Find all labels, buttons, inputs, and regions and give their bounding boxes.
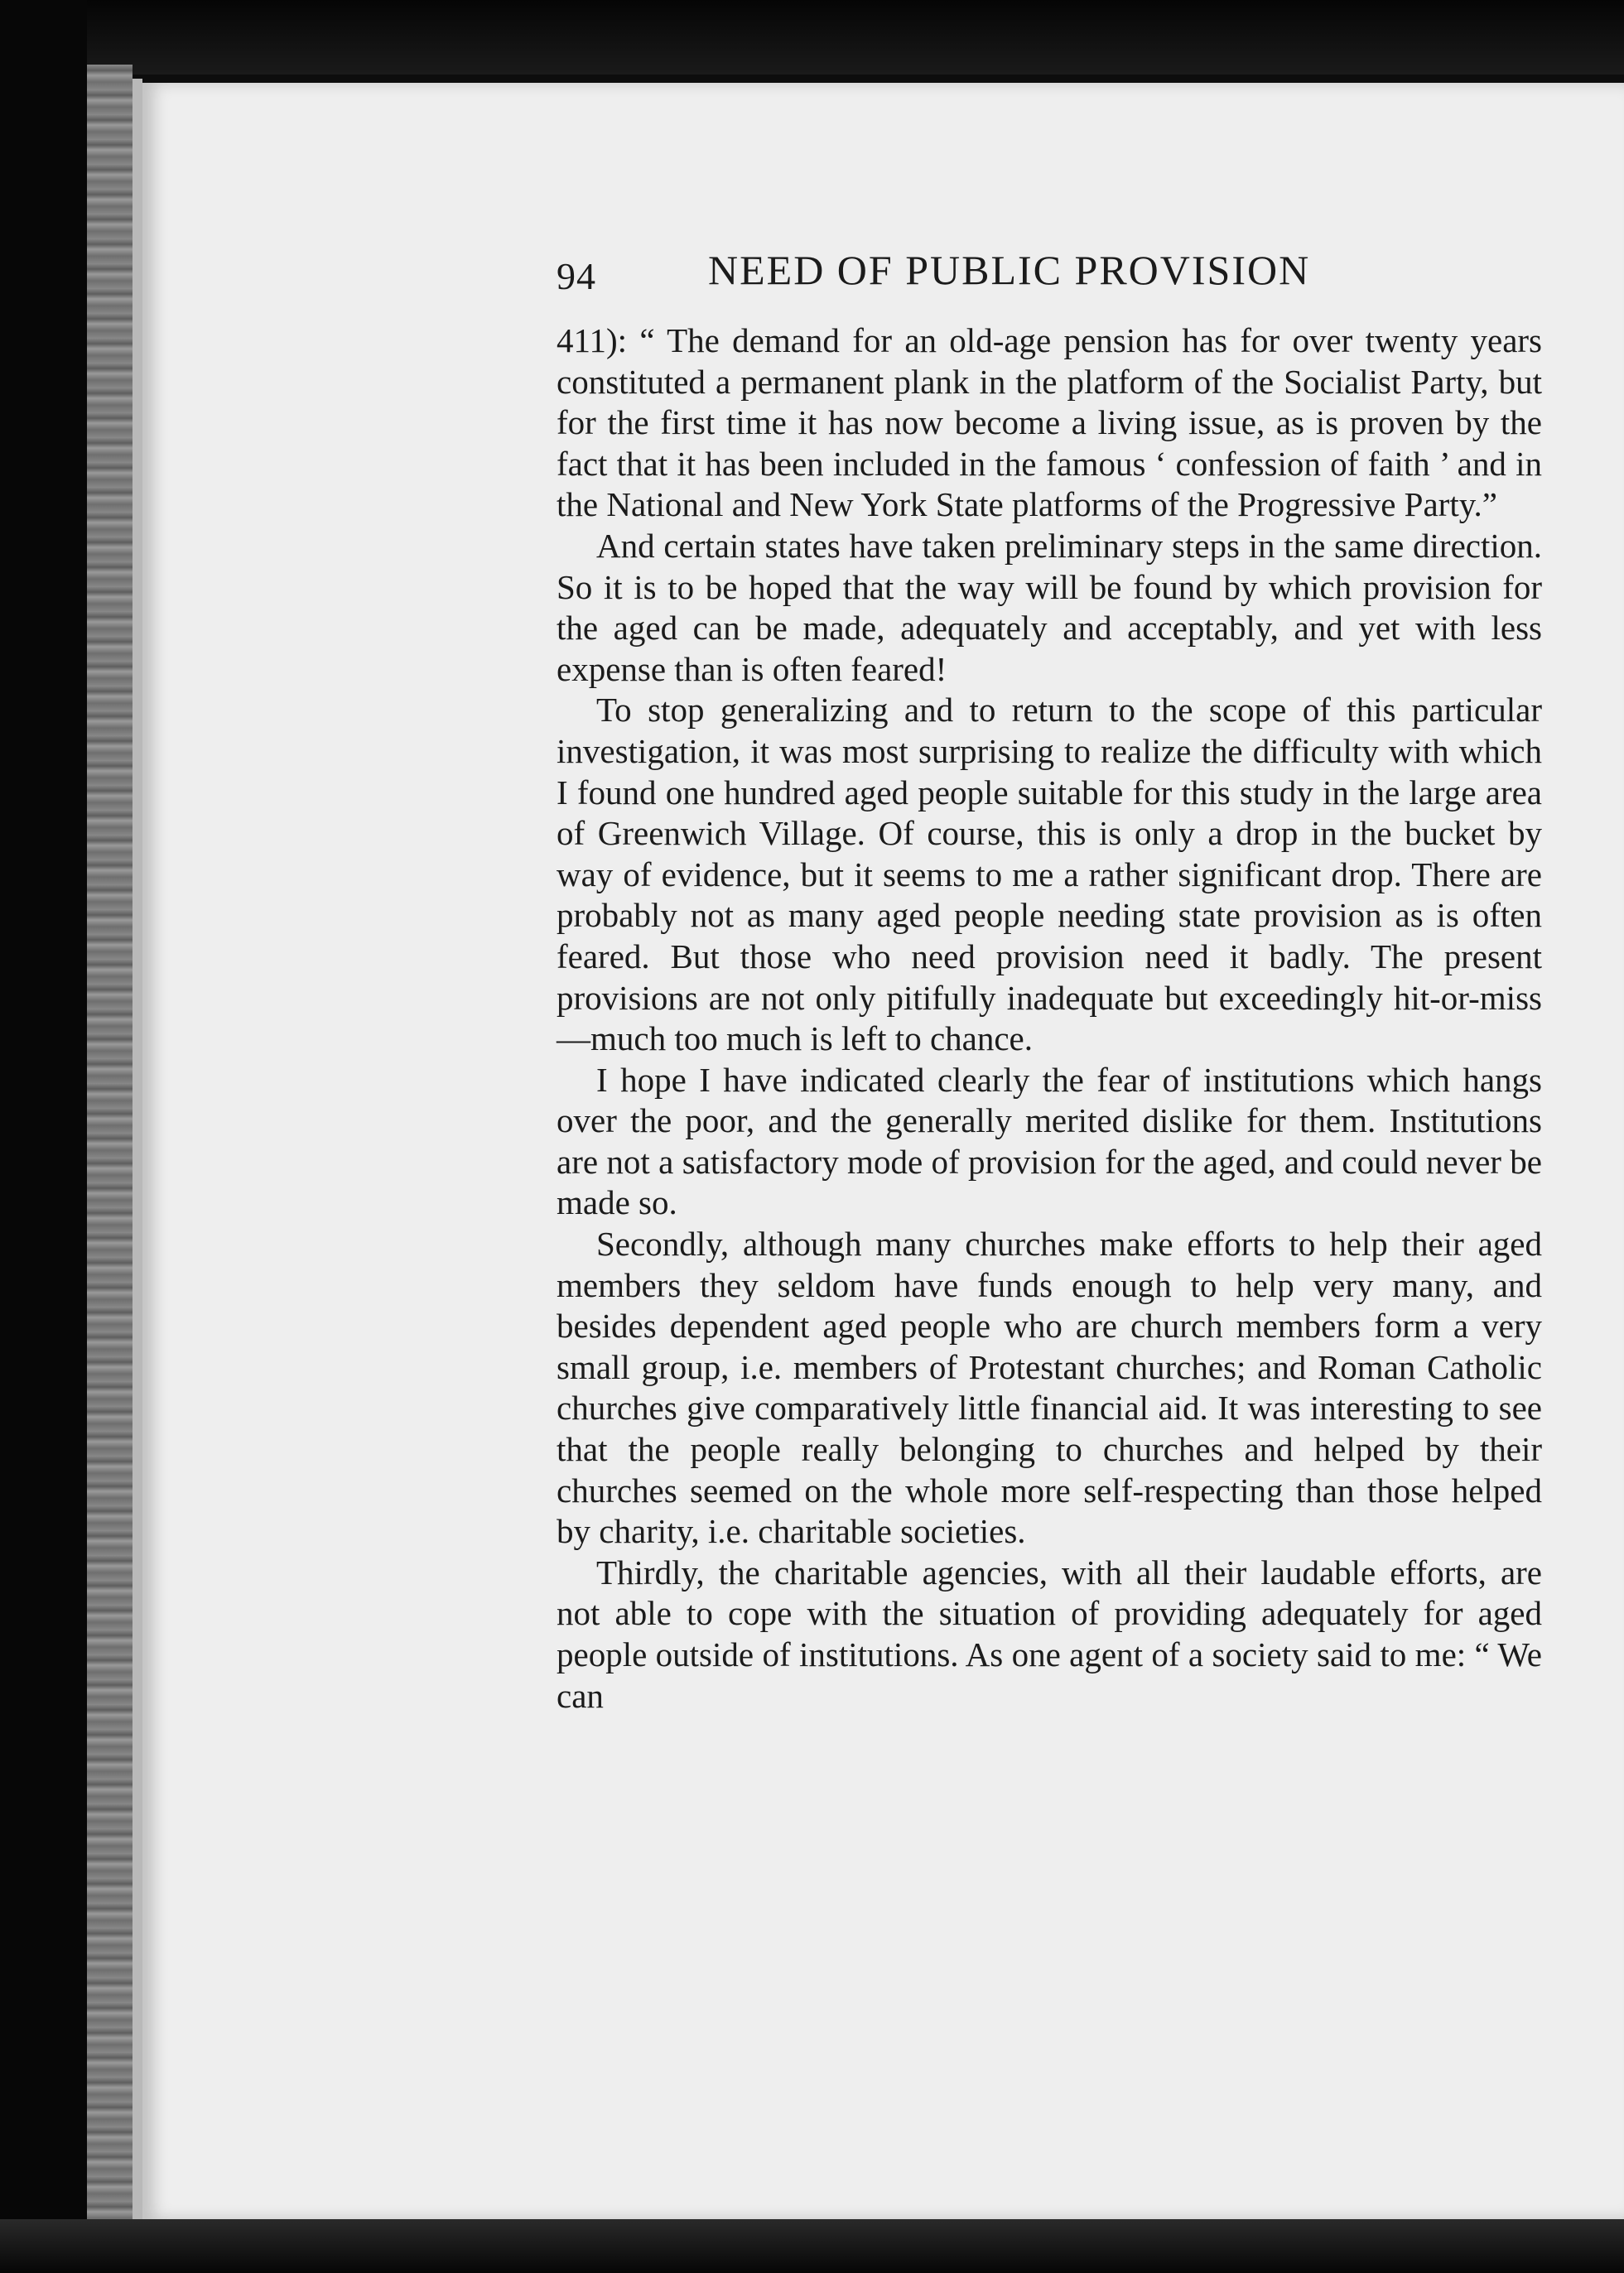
paragraph-quote-continuation: 411): “ The demand for an old-age pension has for over twenty years constituted a permanent plank in the platform of the Socialist Party, but for the first time it has now become a living issue, as is proven by the fact that it has been included in the famous ‘ confession of faith ’ and in the National and New York State platforms of the Progressive Party.” — [557, 321, 1542, 524]
page-gutter-edge — [133, 79, 142, 2219]
body-text — [557, 320, 1542, 1717]
scan-top-border — [0, 0, 1624, 75]
book-spine — [87, 65, 133, 2222]
page-number: 94 — [557, 255, 596, 297]
running-head: NEED OF PUBLIC PROVISION — [708, 247, 1311, 293]
scan-bottom-border — [0, 2219, 1624, 2273]
paragraph-states: And certain states have taken preliminary steps in the same direction. So it is to be hoped that the way will be found by which provision for the aged can be made, adequately and acceptably, and yet with less expense than is often feared! — [557, 526, 1542, 688]
page-text-block — [557, 244, 1542, 1717]
scan-left-border — [0, 0, 87, 2273]
paragraph-institutions: I hope I have indicated clearly the fear of institutions which hangs over the poor, and the generally merited dislike for them. Institutions are not a satisfactory mode of provision for the aged, and could never be made so. — [557, 1060, 1542, 1222]
paragraph-churches: Secondly, although many churches make efforts to help their aged members they seldom have funds enough to help very many, and besides dependent aged people who are church members form a very small group, i.e. members of Protestant churches; and Roman Catholic churches give comparatively little financial aid. It was interesting to see that the people really belonging to churches and helped by their churches seemed on the whole more self-respecting than those helped by charity, i.e. charitable societies. — [557, 1225, 1542, 1551]
paragraph-charitable-agencies: Thirdly, the charitable agencies, with all their laudable efforts, are not able to cope with the situation of providing adequately for aged people outside of institutions. As one agent of a society said to me: “ We can — [557, 1553, 1542, 1715]
paragraph-investigation: To stop generalizing and to return to the scope of this particular investigation, it was most surprising to realize the difficulty with which I found one hundred aged people suitable for this study in the large area of Greenwich Village. Of course, this is only a drop in the bucket by way of evidence, but it seems to me a rather significant drop. There are probably not as many aged people needing state provision as is often feared. But those who need provision need it badly. The present provisions are not only pitifully inadequate but exceedingly hit-or-miss—much too much is left to chance. — [557, 691, 1542, 1058]
page-header — [557, 244, 1542, 320]
